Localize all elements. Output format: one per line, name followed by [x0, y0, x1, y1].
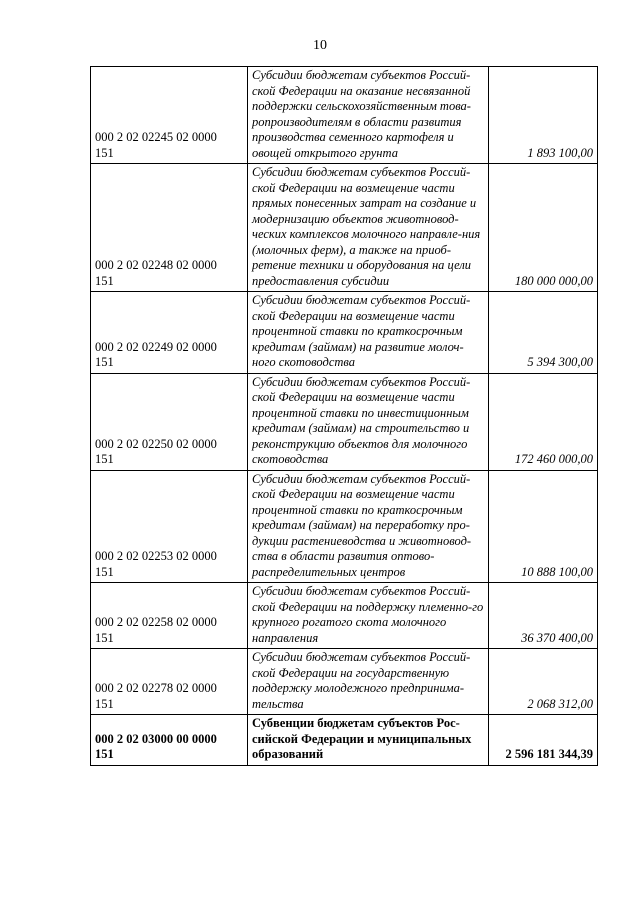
table-row: [91, 373, 598, 470]
budget-code: 000 2 02 02278 02 0000: [95, 681, 217, 695]
budget-code-suffix: 151: [95, 564, 114, 579]
budget-code-suffix: 151: [95, 630, 114, 645]
amount-cell: 36 370 400,00: [489, 583, 598, 649]
page-number: 10: [313, 38, 327, 53]
description-cell: Субсидии бюджетам субъектов Россий-ской Федерации на оказание несвязанной поддержки сельскохозяйственным това-ропроизводителям в области развития производства семенного картофеля и овощей открытого грунта: [248, 67, 489, 164]
budget-code-cell: [91, 67, 248, 164]
amount-cell: 172 460 000,00: [489, 373, 598, 470]
budget-code-suffix: 151: [95, 273, 114, 288]
description-cell: Субсидии бюджетам субъектов Россий-ской Федерации на возмещение части прямых понесенных затрат на создание и модернизацию объектов животновод-ческих комплексов молочного направле-ния (молочных ферм), а также на приоб-ретение техники и оборудования на цели предоставления субсидии: [248, 164, 489, 292]
budget-code: 000 2 02 02248 02 0000: [95, 258, 217, 272]
table-row: [91, 164, 598, 292]
table-row-total: [91, 715, 598, 766]
table-row: [91, 67, 598, 164]
amount-cell: 1 893 100,00: [489, 67, 598, 164]
budget-table: [90, 66, 598, 766]
amount-cell: 2 596 181 344,39: [489, 715, 598, 766]
description-cell: Субсидии бюджетам субъектов Россий-ской Федерации на возмещение части процентной ставки по краткосрочным кредитам (займам) на развитие молоч-ного скотоводства: [248, 292, 489, 374]
description-cell: Субсидии бюджетам субъектов Россий-ской Федерации на возмещение части процентной ставки по краткосрочным кредитам (займам) на переработку про-дукции растениеводства и животновод-ства в области развития оптово-распределительных центров: [248, 470, 489, 583]
budget-code-cell: [91, 164, 248, 292]
budget-code-suffix: 151: [95, 145, 114, 160]
amount-cell: 10 888 100,00: [489, 470, 598, 583]
budget-code-cell: [91, 470, 248, 583]
budget-code-suffix: 151: [95, 696, 114, 711]
budget-code: 000 2 02 03000 00 0000: [95, 731, 217, 746]
budget-table-body: [91, 67, 598, 766]
budget-code-cell: [91, 373, 248, 470]
table-row: [91, 649, 598, 715]
description-cell: Субсидии бюджетам субъектов Россий-ской Федерации на поддержку племенно-го крупного рогатого скота молочного направления: [248, 583, 489, 649]
amount-cell: 2 068 312,00: [489, 649, 598, 715]
table-row: [91, 470, 598, 583]
budget-code-cell: [91, 292, 248, 374]
budget-code-cell: [91, 649, 248, 715]
description-cell: Субсидии бюджетам субъектов Россий-ской Федерации на государственную поддержку молодежного предпринима-тельства: [248, 649, 489, 715]
table-row: [91, 292, 598, 374]
budget-code: 000 2 02 02245 02 0000: [95, 130, 217, 144]
budget-code-suffix: 151: [95, 747, 114, 761]
budget-code: 000 2 02 02253 02 0000: [95, 549, 217, 563]
budget-code-suffix: 151: [95, 355, 114, 369]
description-cell: Субвенции бюджетам субъектов Рос-сийской Федерации и муниципальных образований: [248, 715, 489, 766]
amount-cell: 180 000 000,00: [489, 164, 598, 292]
budget-code-cell: [91, 583, 248, 649]
budget-code-suffix: 151: [95, 452, 114, 466]
table-row: [91, 583, 598, 649]
budget-code: 000 2 02 02250 02 0000: [95, 436, 217, 451]
budget-code: 000 2 02 02258 02 0000: [95, 615, 217, 629]
description-cell: Субсидии бюджетам субъектов Россий-ской Федерации на возмещение части процентной ставки по инвестиционным кредитам (займам) на строительство и реконструкцию объектов для молочного скотоводства: [248, 373, 489, 470]
budget-code: 000 2 02 02249 02 0000: [95, 339, 217, 354]
amount-cell: 5 394 300,00: [489, 292, 598, 374]
budget-code-cell: [91, 715, 248, 766]
